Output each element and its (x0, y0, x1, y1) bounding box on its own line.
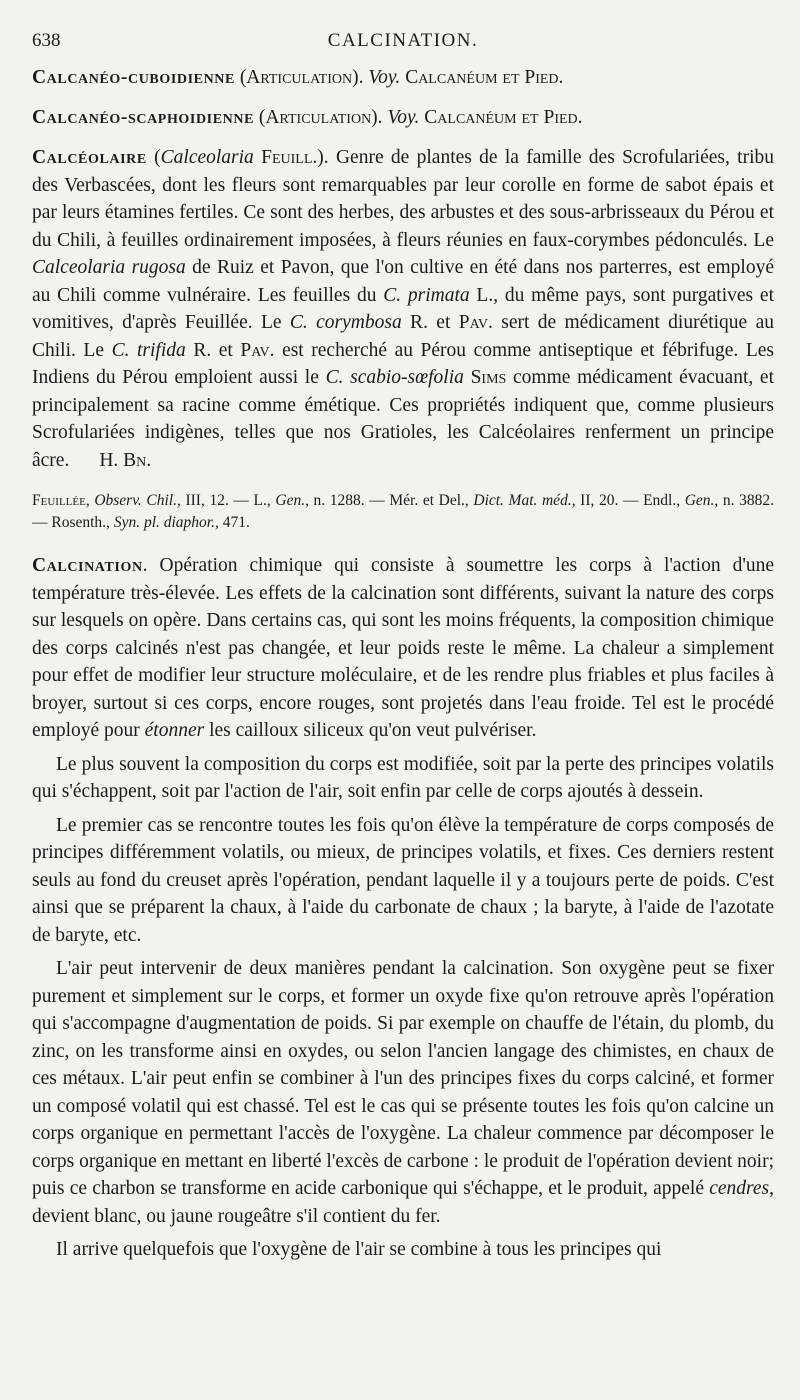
author-abbrev: Sims (470, 367, 507, 388)
paragraph: Il arrive quelquefois que l'oxygène de l'air se combine à tous les principes qui (56, 1239, 662, 1260)
species-name: C. scabio-sœfolia (325, 367, 464, 388)
entry-text: , devient blanc, ou jaune rougeâtre s'il contient du fer. (32, 1178, 774, 1227)
entry-calcaneo-scaphoidienne (32, 104, 774, 132)
entry-text: L., du même pays, sont purgatives et vomitives, d'après Feuillée. Le (32, 284, 774, 333)
entry-calceolaire: Calcéolaire (Calceolaria Feuill.). Genre de plantes de la famille des Scrofulariées, tribu des Verbascées, dont les fleurs sont remarquables par leur corolle en forme de sabot épais et par leurs étamines fertiles. Ce sont des herbes, des arbustes et des sous-arbrisseaux du Pérou et du Chili, à feuilles ordinairement imposées, à fleurs réunies en faux-corymbes pédonculés. Le Calceolaria rugosa de Ruiz et Pavon, que l'on cultive en été dans nos parterres, est employé au Chili comme vulnéraire. Les feuilles du C. primata L., du même pays, sont purgatives et vomitives, d'après Feuillée. Le C. corymbosa R. et Pav. sert de médicament diurétique au Chili. Le C. trifida R. et Pav. est recherché au Pérou comme antiseptique et fébrifuge. Les Indiens du Pérou emploient aussi le C. scabio-sœfolia Sims comme médicament évacuant, et principalement sa racine comme émétique. Ces propriétés indiquent que, comme plusieurs Scrofulariées indigènes, telles que nos Gratioles, les Calcéolaires renferment un principe âcre. H. Bn. (32, 147, 775, 471)
latin-name: Calceolaria (160, 147, 254, 168)
entry-text: R. et (185, 339, 241, 361)
entry-headword: Calcanéo-scaphoidienne (32, 107, 255, 128)
entry-qualifier: (Articulation). (234, 67, 369, 88)
entry-text: R. et (401, 312, 459, 333)
entry-text: . Opération chimique qui consiste à soumettre les corps à l'action d'une température très-élevée. Les effets de la calcination sont différents, suivant la nature des corps sur lesquels on opère. Dans certains cas, qui sont les moins fréquents, la composition chimique des corps calcinés n'est pas changée, et leur poids reste le même. La chaleur a simplement pour effet de modifier leur structure moléculaire, et de les rendre plus friables et plus faciles à broyer, surtout si ces corps, encore rouges, sont projetés dans l'eau froide. Tel est le procédé employé pour (32, 555, 774, 741)
bibliography (32, 490, 774, 534)
author-abbrev: Pav. (240, 339, 275, 361)
ref-text: III, 12. — L., (180, 492, 276, 509)
page-header (32, 30, 774, 60)
entry-headword: Calcéolaire (32, 147, 147, 168)
entry-text: de Ruiz et Pavon, que l'on cultive en été dans nos parterres, est employé au Chili comme vulnéraire. Les feuilles du (32, 257, 775, 306)
ref-title: Dict. Mat. méd., (473, 492, 576, 509)
ref-title: Gen., (684, 492, 719, 509)
ref-text: II, 20. — Endl., (575, 492, 685, 509)
ref-text: n. 3882. — Rosenth., (32, 492, 775, 531)
species-name: C. corymbosa (289, 312, 402, 333)
cross-reference: Calcanéum et Pied. (419, 107, 583, 128)
emphasis: cendres (709, 1178, 770, 1199)
ref-author: Feuillée, (32, 492, 90, 509)
species-name: C. primata (383, 284, 470, 306)
entry-text: ). Genre de plantes de la famille des Scrofulariées, tribu des Verbascées, dont les fleurs sont remarquables par leur corolle en forme de sabot épais et par leurs étamines fertiles. Ce sont des herbes, des arbustes et des sous-arbrisseaux du Pérou et du Chili, à feuilles ordinairement imposées, à fleurs réunies en faux-corymbes pédonculés. Le (32, 147, 774, 251)
page-body (32, 64, 774, 1264)
entry-text: sert de médicament diurétique au Chili. Le (32, 312, 774, 361)
emphasis: étonner (144, 720, 205, 741)
species-name: Calceolaria rugosa (32, 257, 186, 278)
see-also: Voy. (387, 107, 420, 128)
entry-text: les cailloux siliceux qu'on veut pulvériser. (204, 720, 537, 741)
ref-title: Syn. pl. diaphor., (113, 514, 219, 531)
entry-text: L'air peut intervenir de deux manières pendant la calcination. Son oxygène peut se fixer purement et simplement sur le corps, et former un oxyde fixe qu'on retrouve après l'opération qui s'accompagne d'augmentation de poids. Si par exemple on chauffe de l'étain, du plomb, du zinc, on les transforme ainsi en oxydes, ou selon l'ancien langage des chimistes, en chaux de ces métaux. L'air peut enfin se combiner à l'un des principes fixes du corps calciné, et former un composé volatil qui est chassé. Tel est le cas qui se présente toutes les fois qu'on calcine un corps organique en permettant l'accès de l'oxygène. La chaleur commence par décomposer le corps organique en mettant en liberté l'excès de carbone : le produit de l'opération devient noir; puis ce charbon se transforme en acide carbonique qui s'échappe, et le produit, appelé (32, 958, 774, 1199)
paragraph: Le plus souvent la composition du corps est modifiée, soit par la perte des principes volatils qui s'échappent, soit par l'action de l'air, soit enfin par celle de corps ajoutés à dessein. (32, 753, 774, 802)
running-title: CALCINATION. (327, 30, 479, 51)
paragraph: Le premier cas se rencontre toutes les fois qu'on élève la température de corps composés de principes différemment volatils, ou mieux, de principes volatils, et fixes. Ces derniers restent seuls au fond du creuset après l'opération, pendant laquelle il y a toujours perte de poids. C'est ainsi que se préparent la chaux, à l'aide du carbonate de chaux ; la baryte, à l'aide de l'azotate de baryte, etc. (32, 814, 774, 946)
see-also: Voy. (368, 67, 401, 88)
author-abbrev: Feuill. (261, 147, 318, 168)
page-number: 638 (32, 30, 61, 51)
entry-headword: Calcanéo-cuboidienne (32, 67, 235, 88)
ref-text: n. 1288. — Mér. et Del., (308, 492, 474, 509)
entry-headword: Calcination (32, 555, 143, 576)
cross-reference: Calcanéum et Pied. (400, 67, 564, 88)
author-abbrev: Pav. (458, 312, 493, 333)
ref-title: Observ. Chil., (94, 492, 181, 509)
species-name: C. trifida (111, 339, 186, 361)
entry-calcination (32, 552, 774, 745)
ref-text: 471. (218, 514, 250, 531)
ref-title: Gen., (275, 492, 309, 509)
entry-text: comme médicament évacuant, et principalement sa racine comme émétique. Ces propriétés indiquent que, comme plusieurs Scrofulariées indigènes, telles que nos Gratioles, les Calcéolaires renferment un principe âcre. (32, 367, 774, 471)
entry-text: est recherché au Pérou comme antiseptique et fébrifuge. Les Indiens du Pérou emploient aussi le (32, 339, 774, 388)
entry-qualifier: (Articulation). (254, 107, 388, 128)
author-signature: H. Bn. (99, 449, 152, 471)
paragraph (32, 955, 774, 1230)
entry-calcaneo-cuboidienne (32, 64, 774, 92)
